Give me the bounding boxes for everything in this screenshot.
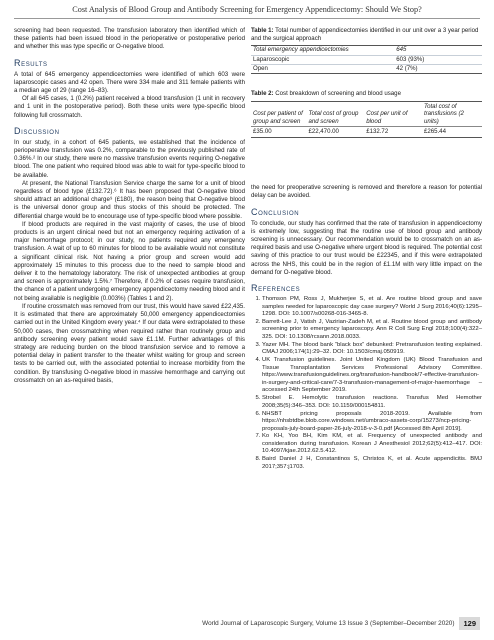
header-rule xyxy=(14,18,480,19)
table1-cell-value: 603 (93%) xyxy=(396,55,425,63)
table2-header-cell: Cost per unit of blood xyxy=(364,102,422,127)
page-number: 129 xyxy=(459,617,480,630)
table1-cell-label: Total emergency appendicectomies xyxy=(253,46,349,54)
table1-row xyxy=(251,65,482,74)
table2-caption-text: Cost breakdown of screening and blood usage xyxy=(273,90,401,98)
table2-cell: £265.44 xyxy=(422,127,482,138)
running-head: Cost Analysis of Blood Group and Antibody Screening for Emergency Appendicectomy: Should We Stop? xyxy=(72,5,422,14)
discussion-continued: the need for preoperative screening is removed and therefore a reason for potential delay can be avoided. xyxy=(251,184,482,200)
discussion-paragraph-4: If routine crossmatch was removed from our trust, this would have saved £22,435. It is estimated that there are approximately 50,000 emergency appendicectomies carried out in the United Kingdom every year.⁴ If our data were extrapolated to these 50,000 cases, then crossmatching when required rather than routinely group and antibody screening every patient would save £1.1M. Further advantages of this strategy are reducing burden on the blood transfusion service and to remove a potential delay in patient transfer to the theater whilst waiting for group and screen tests to be carried out, with the associated potential to increase morbidity from the condition. By transfusing O-negative blood in massive hemorrhage and carrying out crossmatch on an as-required basis, xyxy=(14,302,245,384)
left-column xyxy=(14,27,245,385)
reference-item: 6. NHSBT pricing proposals 2018-2019. Available from https://nhsbtdbe.blob.core.windows.net/umbraco-assets-corp/15273/ncp-pricing-proposals-july-board-paper-26-july-2018-v-3-0.pdf [Accessed 8th April 2019]. xyxy=(262,411,482,434)
table1-cell-value: 645 xyxy=(396,46,407,54)
table2-caption-label: Table 2: xyxy=(251,90,274,98)
table1-cell-label: Open xyxy=(253,65,268,72)
table2-cell: £132.72 xyxy=(364,127,422,138)
discussion-paragraph-1: In our study, in a cohort of 645 patients, we established that the incidence of perioperative transfusion was 0.2%, comparable to the previously published rate of 0.36%.² In our study, there were no massive transfusion events requiring O-negative blood. The one patient who required blood was able to wait for type-specific blood to be available. xyxy=(14,138,245,179)
discussion-heading: Discussion xyxy=(14,125,60,136)
table2-header-cell: Total cost of group and screen xyxy=(306,102,364,127)
reference-item: 2. Barrett-Lee J, Vatish J, Vazirian-Zadeh M, et al. Routine blood group and antibody screening prior to emergency laparoscopy. Ann R Coll Surg Engl 2018;100(4):322–325. DOI: 10.1308/rcsann.2018.0033. xyxy=(262,319,482,342)
table2-row xyxy=(251,127,482,138)
reference-item: 8. Baird Daniel J H, Constantinos S, Christos K, et al. Acute appendicitis. BMJ 2017;357:j1703. xyxy=(262,456,482,471)
conclusion-paragraph: To conclude, our study has confirmed that the rate of transfusion in appendicectomy is extremely low, suggesting that the routine use of blood group and antibody screening is unnecessary. Our recommendation would be to crossmatch on an as-required basis and use O-negative where urgent blood is required. The potential cost saving of this practice to our trust would be £22345, and if this were extrapolated across the NHS, this could be in the region of £1.1M with very little impact on the demand for O-negative blood. xyxy=(251,219,482,276)
discussion-paragraph-3: If blood products are required in the vast majority of cases, the use of blood products is an urgent clinical need but not an emergency requiring activation of a major hemorrhage protocol; in our study, no patients required any emergency transfusion. A wait of up to 60 minutes for blood to be available would not constitute a significant clinical risk. Not having a prior group and screen would add approximately 15 minutes to this process due to the need to sample blood and deliver it to the hematology laboratory. The risk of unexpected antibodies at group and screen is approximately 1.5%.⁷ Therefore, if 0.2% of cases require transfusion, the chance of a patient undergoing emergency appendicectomy needing blood and it not being available is negligible (0.003%) (Tables 1 and 2). xyxy=(14,220,245,302)
results-heading: Results xyxy=(14,57,48,68)
table1-cell-label: Laparoscopic xyxy=(253,55,290,63)
table1-row xyxy=(251,55,482,64)
table1-row xyxy=(251,46,482,55)
table2-caption xyxy=(251,90,482,98)
discussion-paragraph-2: At present, the National Transfusion Service charge the same for a unit of blood regardless of blood type (£132.72).⁶ It has been proposed that O-negative blood should attract an additional charge⁹ (£180), the reason being that O-negative blood is the universal donor group and thus stocks of this should be protected. The differential charge would be to encourage use of type-specific blood where possible. xyxy=(14,179,245,220)
reference-item: 7. Ko KH, Yoo BH, Kim KM, et al. Frequency of unexpected antibody and consideration during transfusion. Korean J Anesthesiol 2012;62(5):412–417. DOI: 10.4097/kjae.2012.62.5.412. xyxy=(262,433,482,456)
reference-list xyxy=(251,296,482,471)
table2-header-cell: Cost per patient of group and screen xyxy=(251,102,306,127)
page-footer xyxy=(202,617,480,630)
table2-cell: £22,470.00 xyxy=(306,127,364,138)
table1-cell-value: 42 (7%) xyxy=(396,65,418,72)
reference-item: 1. Thomson PM, Ross J, Mukherjee S, et al. Are routine blood group and save samples needed for laparoscopic day case surgery? World J Surg 2016;40(6):1295–1298. DOI: 10.1007/s00268-016-3465-8. xyxy=(262,296,482,319)
results-paragraph-1: A total of 645 emergency appendicectomies were identified of which 603 were laparoscopic cases and 42 open. There were 334 male and 311 female patients with a median age of 29 (range 16–83). xyxy=(14,70,245,95)
intro-paragraph: screening had been requested. The transfusion laboratory then identified which of these patients had been issued blood in the perioperative or postoperative period and whether this was type specific or O-negative blood. xyxy=(14,27,245,51)
table2-cell: £35.00 xyxy=(251,127,306,138)
reference-item: 4. UK Transfusion guidelines. Joint United Kingdom (UK) Blood Transfusion and Tissue Transplantation Services Professional Advisory Committee. https://www.transfusionguidelines.org/transfusion-handbook/7-effective-transfusion-in-surgery-and-critical-care/7-3-transfusion-management-of-major-haemorrhage – accessed 24th September 2019. xyxy=(262,357,482,395)
references-heading: References xyxy=(251,283,301,294)
table1-caption-label: Table 1: xyxy=(251,27,274,34)
right-column xyxy=(251,27,482,472)
table1-caption-text: Total number of appendicectomies identified in our unit over a 3 year period and the surgical approach xyxy=(251,27,479,42)
reference-item: 3. Yazer MH. The blood bank “black box” debunked: Pretransfusion testing explained. CMAJ 2006;174(1):29–32. DOI: 10.1503/cmaj.050919. xyxy=(262,342,482,357)
journal-citation: World Journal of Laparoscopic Surgery, Volume 13 Issue 3 (September–December 2020) xyxy=(202,620,455,627)
table1 xyxy=(251,45,482,74)
conclusion-heading: Conclusion xyxy=(251,206,300,217)
table2-header-row xyxy=(251,102,482,127)
table1-caption xyxy=(251,27,482,42)
results-paragraph-2: Of all 645 cases, 1 (0.2%) patient received a blood transfusion (1 unit in recovery and 1 unit in the postoperative period). Both these units were type-specific blood following full crossmatch. xyxy=(14,95,245,119)
table2 xyxy=(251,101,482,138)
table2-header-cell: Total cost of transfusions (2 units) xyxy=(422,102,482,127)
reference-item: 5. Strobel E. Hemolytic transfusion reactions. Transfus Med Hemother 2008;35(5):346–353. DOI: 10.1159/000154811. xyxy=(262,395,482,410)
